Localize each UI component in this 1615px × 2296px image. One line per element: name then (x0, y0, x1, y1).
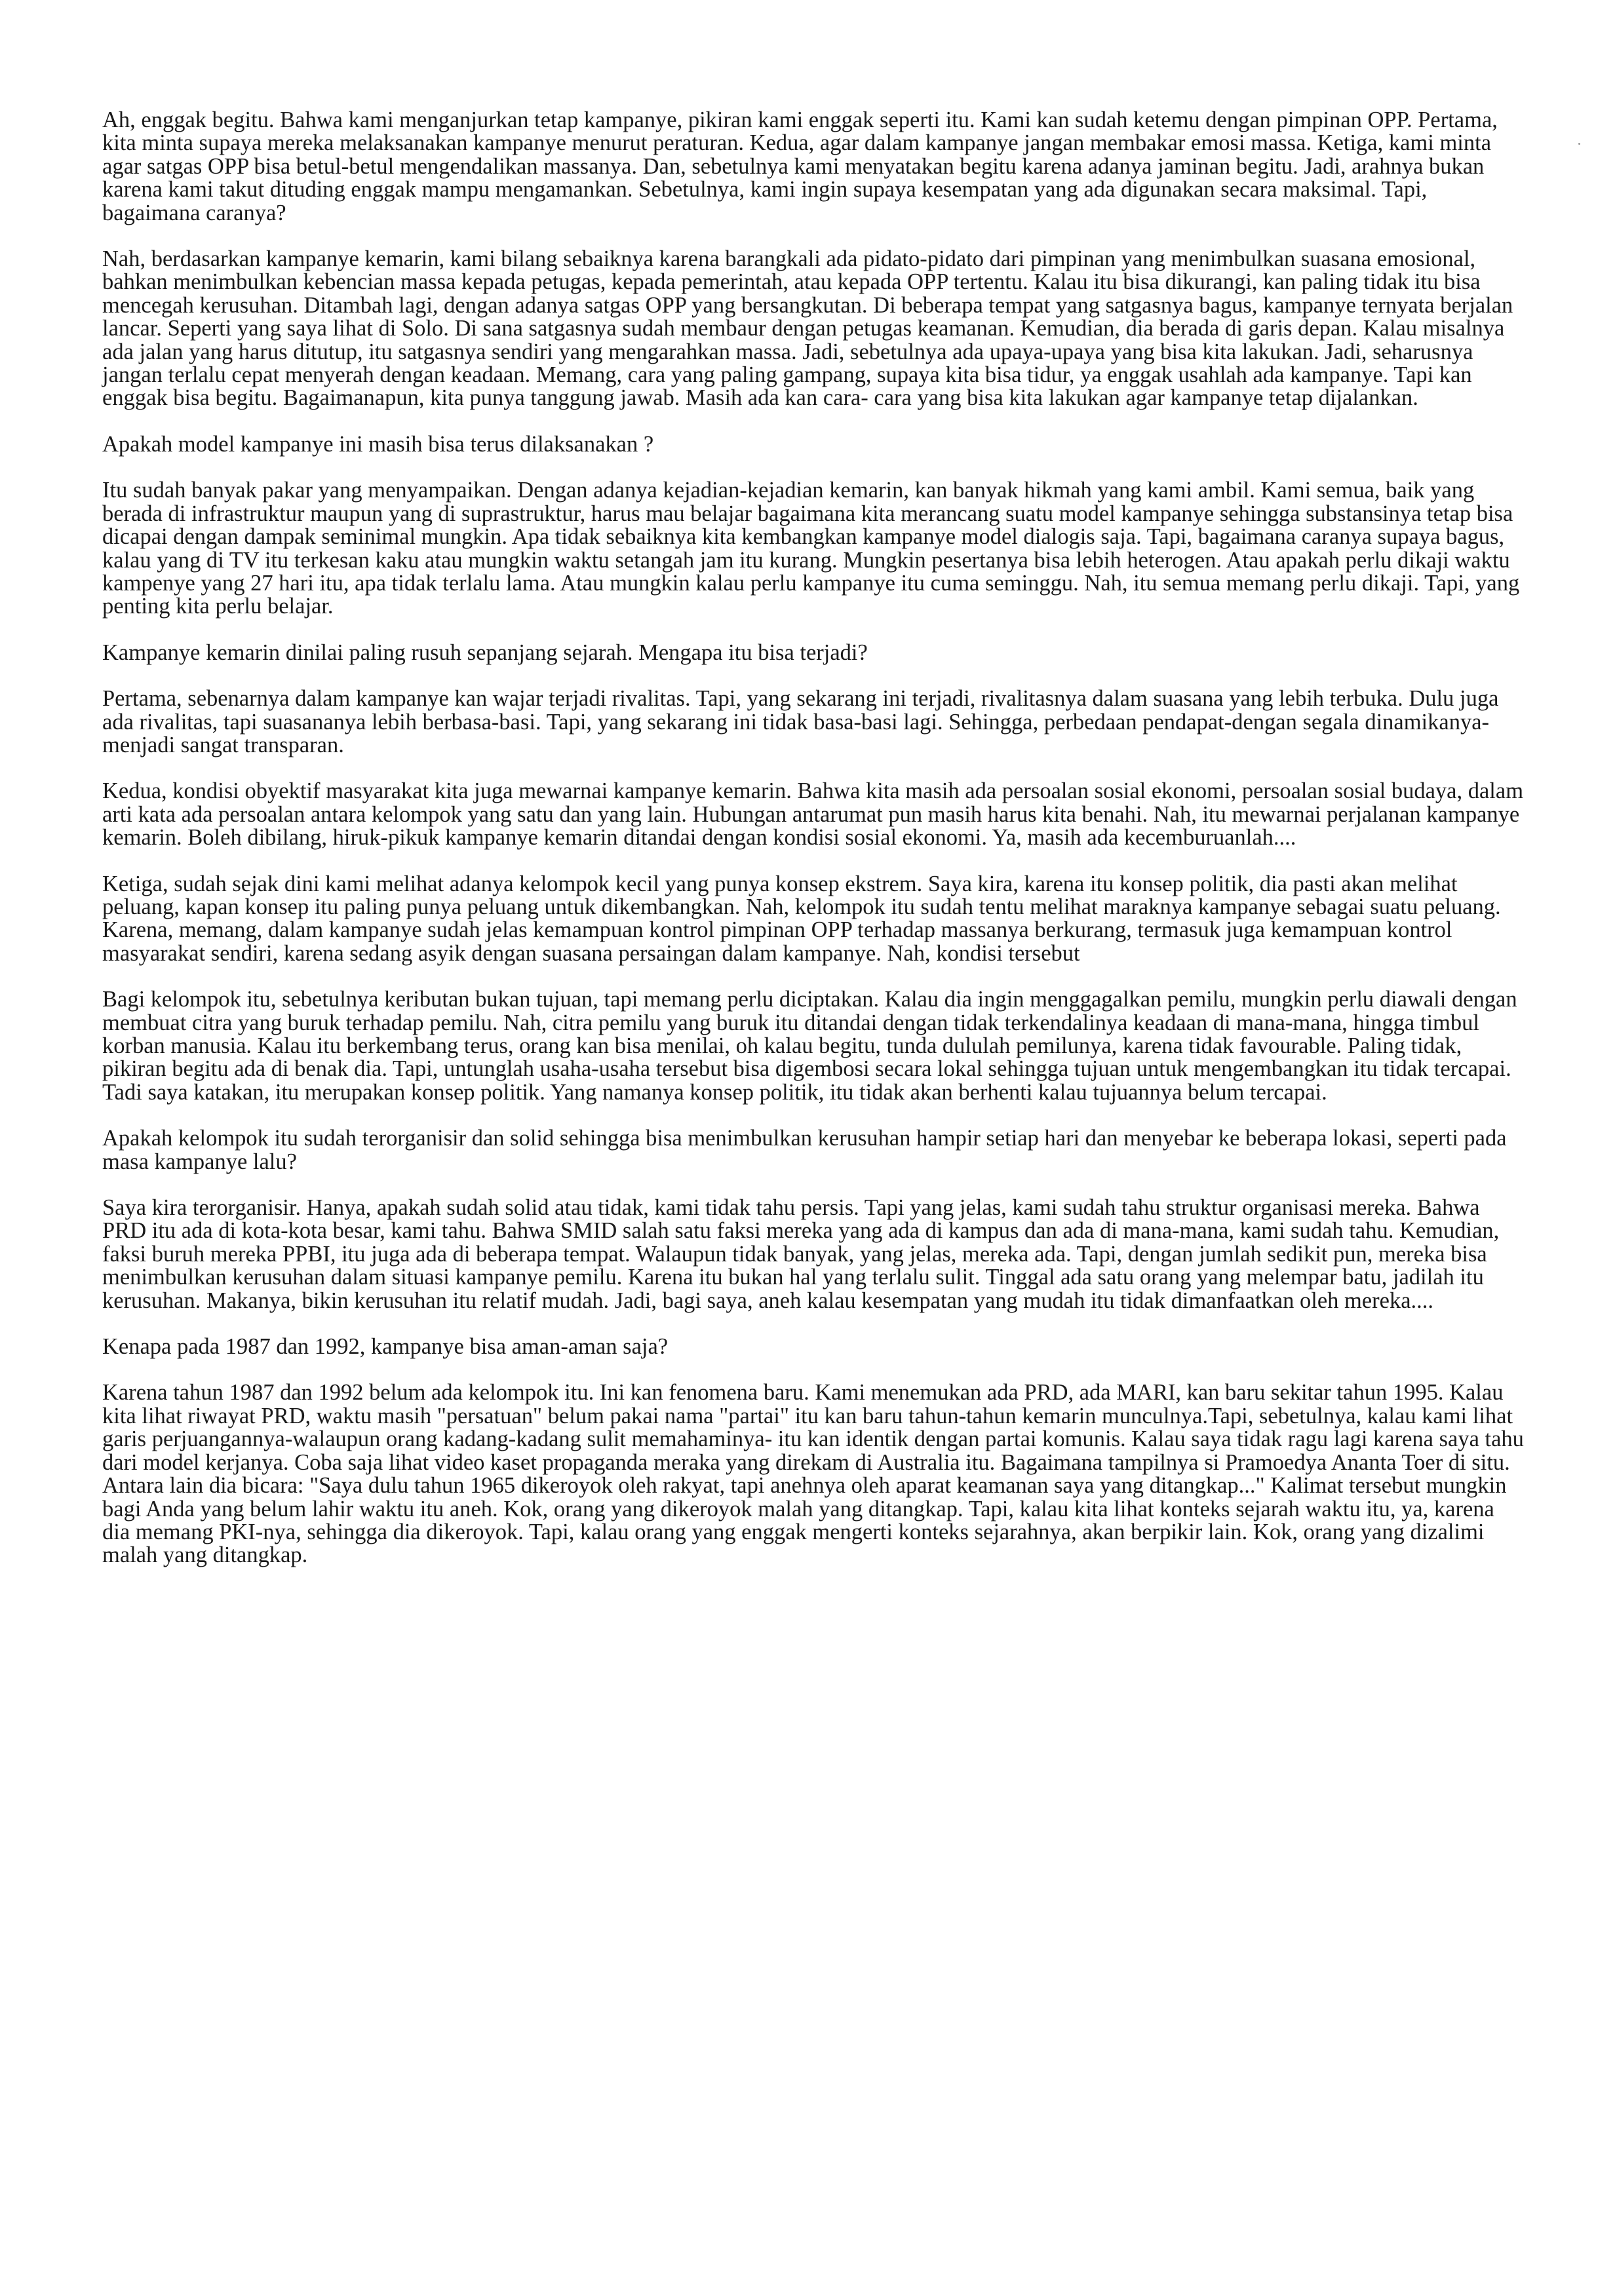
question: Kampanye kemarin dinilai paling rusuh sepanjang sejarah. Mengapa itu bisa terjadi? (102, 640, 868, 665)
paragraph: Bagi kelompok itu, sebetulnya keributan bukan tujuan, tapi memang perlu diciptakan. Kalau dia ingin menggagalkan pemilu, mungkin perlu diawali dengan membuat citra yang buruk terhadap pemilu. Nah, citra pemilu yang buruk itu ditandai dengan tidak terkendalinya keadaan di mana-mana, hingga timbul korban manusia. Kalau itu berkembang terus, orang kan bisa menilai, oh kalau begitu, tunda dululah pemilunya, karena tidak favourable. Paling tidak, pikiran begitu ada di benak dia. Tapi, untunglah usaha-usaha tersebut bisa digembosi secara lokal sehingga tujuan untuk mengembangkan itu tidak tercapai. Tadi saya katakan, itu merupakan konsep politik. Yang namanya konsep politik, itu tidak akan berhenti kalau tujuannya belum tercapai. (102, 987, 1517, 1105)
paragraph: Ketiga, sudah sejak dini kami melihat adanya kelompok kecil yang punya konsep ekstrem. Saya kira, karena itu konsep politik, dia pasti akan melihat peluang, kapan konsep itu paling punya peluang untuk dikembangkan. Nah, kelompok itu sudah tentu melihat maraknya kampanye sebagai suatu peluang. Karena, memang, dalam kampanye sudah jelas kemampuan kontrol pimpinan OPP terhadap massanya berkurang, termasuk juga kemampuan kontrol masyarakat sendiri, karena sedang asyik dengan suasana persaingan dalam kampanye. Nah, kondisi tersebut (102, 871, 1501, 966)
scan-speck (1578, 143, 1580, 145)
paragraph: Nah, berdasarkan kampanye kemarin, kami bilang sebaiknya karena barangkali ada pidato-pidato dari pimpinan yang menimbulkan suasana emosional, bahkan menimbulkan kebencian massa kepada petugas, kepada pemerintah, atau kepada OPP tertentu. Kalau itu bisa dikurangi, kan paling tidak itu bisa mencegah kerusuhan. Ditambah lagi, dengan adanya satgas OPP yang bersangkutan. Di beberapa tempat yang satgasnya bagus, kampanye ternyata berjalan lancar. Seperti yang saya lihat di Solo. Di sana satgasnya sudah membaur dengan petugas keamanan. Kemudian, dia berada di garis depan. Kalau misalnya ada jalan yang harus ditutup, itu satgasnya sendiri yang mengarahkan massa. Jadi, sebetulnya ada upaya-upaya yang bisa kita lakukan. Jadi, seharusnya jangan terlalu cepat menyerah dengan keadaan. Memang, cara yang paling gampang, supaya kita bisa tidur, ya enggak usahlah ada kampanye. Tapi kan enggak bisa begitu. Bagaimanapun, kita punya tanggung jawab. Masih ada kan cara- cara yang bisa kita lakukan agar kampanye tetap dijalankan. (102, 246, 1513, 411)
question: Kenapa pada 1987 dan 1992, kampanye bisa aman-aman saja? (102, 1334, 669, 1360)
paragraph: Saya kira terorganisir. Hanya, apakah sudah solid atau tidak, kami tidak tahu persis. Tapi yang jelas, kami sudah tahu struktur organisasi mereka. Bahwa PRD itu ada di kota-kota besar, kami tahu. Bahwa SMID salah satu faksi mereka yang ada di kampus dan ada di mana-mana, kami sudah tahu. Kemudian, faksi buruh mereka PPBI, itu juga ada di beberapa tempat. Walaupun tidak banyak, yang jelas, mereka ada. Tapi, dengan jumlah sedikit pun, mereka bisa menimbulkan kerusuhan dalam situasi kampanye pemilu. Karena itu bukan hal yang terlalu sulit. Tinggal ada satu orang yang melempar batu, jadilah itu kerusuhan. Makanya, bikin kerusuhan itu relatif mudah. Jadi, bagi saya, aneh kalau kesempatan yang mudah itu tidak dimanfaatkan oleh mereka.... (102, 1195, 1500, 1313)
question: Apakah model kampanye ini masih bisa terus dilaksanakan ? (102, 431, 654, 457)
paragraph: Kedua, kondisi obyektif masyarakat kita juga mewarnai kampanye kemarin. Bahwa kita masih ada persoalan sosial ekonomi, persoalan sosial budaya, dalam arti kata ada persoalan antara kelompok yang satu dan yang lain. Hubungan antarumat pun masih harus kita benahi. Nah, itu mewarnai perjalanan kampanye kemarin. Boleh dibilang, hiruk-pikuk kampanye kemarin ditandai dengan kondisi sosial ekonomi. Ya, masih ada kecemburuanlah.... (102, 778, 1524, 851)
question: Apakah kelompok itu sudah terorganisir dan solid sehingga bisa menimbulkan kerusuhan hampir setiap hari dan menyebar ke beberapa lokasi, seperti pada masa kampanye lalu? (102, 1126, 1507, 1174)
paragraph: Itu sudah banyak pakar yang menyampaikan. Dengan adanya kejadian-kejadian kemarin, kan banyak hikmah yang kami ambil. Kami semua, baik yang berada di infrastruktur maupun yang di suprastruktur, harus mau belajar bagaimana kita merancang suatu model kampanye sehingga substansinya tetap bisa dicapai dengan dampak seminimal mungkin. Apa tidak sebaiknya kita kembangkan kampanye model dialogis saja. Tapi, bagaimana caranya supaya bagus, kalau yang di TV itu terkesan kaku atau mungkin waktu setangah jam itu kurang. Mungkin pesertanya bisa lebih heterogen. Atau apakah perlu dikaji waktu kampenye yang 27 hari itu, apa tidak terlalu lama. Atau mungkin kalau perlu kampanye itu cuma seminggu. Nah, itu semua memang perlu dikaji. Tapi, yang penting kita perlu belajar. (102, 478, 1520, 619)
paragraph: Karena tahun 1987 dan 1992 belum ada kelompok itu. Ini kan fenomena baru. Kami menemukan ada PRD, ada MARI, kan baru sekitar tahun 1995. Kalau kita lihat riwayat PRD, waktu masih "persatuan" belum pakai nama "partai" itu kan baru tahun-tahun kemarin munculnya.Tapi, sebetulnya, kalau kami lihat garis perjuangannya-walaupun orang kadang-kadang sulit memahaminya- itu kan identik dengan partai komunis. Kalau saya tidak ragu lagi karena saya tahu dari model kerjanya. Coba saja lihat video kaset propaganda meraka yang direkam di Australia itu. Bagaimana tampilnya si Pramoedya Ananta Toer di situ. Antara lain dia bicara: "Saya dulu tahun 1965 dikeroyok oleh rakyat, tapi anehnya oleh aparat keamanan saya yang ditangkap..." Kalimat tersebut mungkin bagi Anda yang belum lahir waktu itu aneh. Kok, orang yang dikeroyok malah yang ditangkap. Tapi, kalau kita lihat konteks sejarah waktu itu, ya, karena dia memang PKI-nya, sehingga dia dikeroyok. Tapi, kalau orang yang enggak mengerti konteks sejarahnya, akan berpikir lain. Kok, orang yang dizalimi malah yang ditangkap. (102, 1380, 1524, 1568)
paragraph: Ah, enggak begitu. Bahwa kami menganjurkan tetap kampanye, pikiran kami enggak seperti itu. Kami kan sudah ketemu dengan pimpinan OPP. Pertama, kita minta supaya mereka melaksanakan kampanye menurut peraturan. Kedua, agar dalam kampanye jangan membakar emosi massa. Ketiga, kami minta agar satgas OPP bisa betul-betul mengendalikan massanya. Dan, sebetulnya kami menyatakan begitu karena adanya jaminan begitu. Jadi, arahnya bukan karena kami takut dituding enggak mampu mengamankan. Sebetulnya, kami ingin supaya kesempatan yang ada digunakan secara maksimal. Tapi, bagaimana caranya? (102, 107, 1498, 225)
document-body (102, 109, 1525, 1567)
paragraph: Pertama, sebenarnya dalam kampanye kan wajar terjadi rivalitas. Tapi, yang sekarang ini terjadi, rivalitasnya dalam suasana yang lebih terbuka. Dulu juga ada rivalitas, tapi suasananya lebih berbasa-basi. Tapi, yang sekarang ini tidak basa-basi lagi. Sehingga, perbedaan pendapat-dengan segala dinamikanya-menjadi sangat transparan. (102, 686, 1499, 757)
